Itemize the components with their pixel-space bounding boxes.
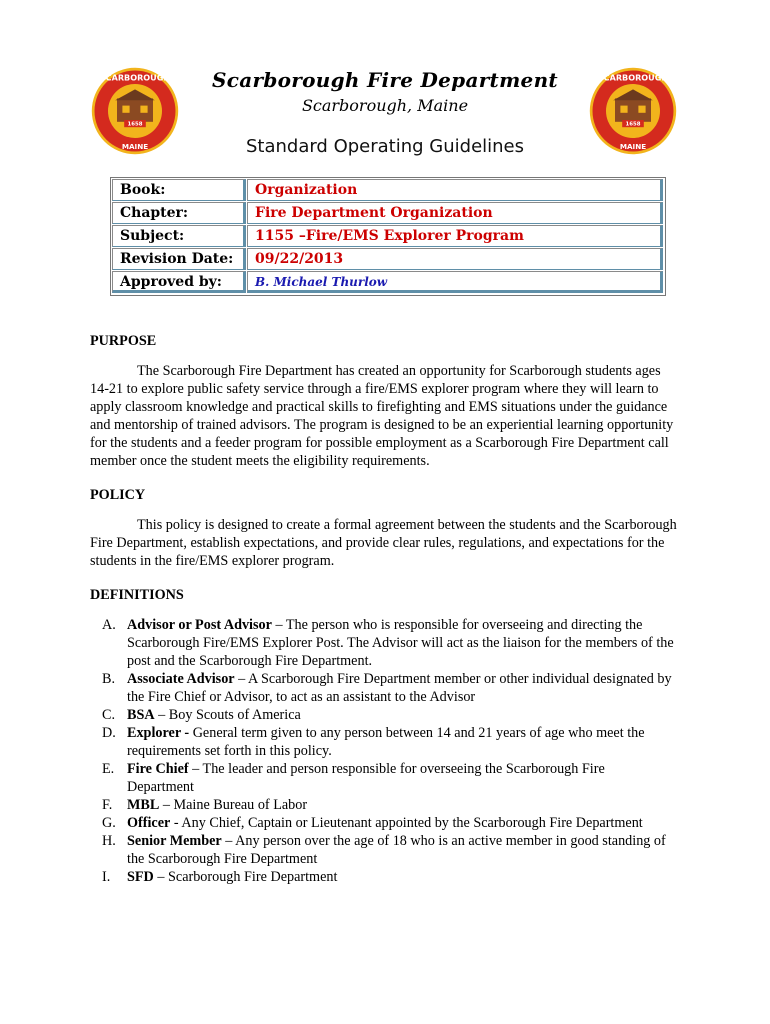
item-letter: A. bbox=[102, 617, 116, 633]
info-row-approved-by bbox=[112, 271, 664, 294]
policy-heading: POLICY bbox=[90, 487, 146, 503]
item-term: Senior Member bbox=[127, 833, 222, 849]
info-row-subject bbox=[112, 225, 664, 248]
svg-text:MAINE: MAINE bbox=[121, 141, 149, 151]
info-value: 09/22/2013 bbox=[247, 248, 663, 270]
item-letter: I. bbox=[102, 869, 111, 885]
item-term: BSA bbox=[127, 707, 155, 723]
list-item: I. SFD – Scarborough Fire Department bbox=[90, 868, 682, 886]
list-item: A. Advisor or Post Advisor – The person who is responsible for overseeing and directing the Scarborough Fire/EMS Explorer Post. The Advisor will act as the liaison for the members of the post and the Scarborough Fire Department. bbox=[90, 616, 682, 670]
purpose-text: The Scarborough Fire Department has created an opportunity for Scarborough students ages 14-21 to explore public safety service through a fire/EMS explorer program where they will learn to apply classroom knowledge and practical skills to firefighting and EMS situations under the guidance and mentorship of trained advisors. The program is designed to be an experiential learning opportunity for the students and a feeder program for possible employment as a Scarborough Fire Department call member once the student meets the eligibility requirements. bbox=[90, 363, 674, 469]
svg-text:SCARBOROUGH: SCARBOROUGH bbox=[597, 72, 669, 83]
item-text: The leader and person responsible for overseeing the Scarborough Fire Department bbox=[127, 761, 605, 795]
item-text: Scarborough Fire Department bbox=[168, 869, 338, 885]
list-item: C. BSA – Boy Scouts of America bbox=[90, 706, 682, 724]
item-term: Associate Advisor bbox=[127, 671, 235, 687]
item-term: SFD bbox=[127, 869, 154, 885]
list-item bbox=[90, 724, 682, 760]
info-row-revision-date bbox=[112, 248, 664, 271]
item-text: General term given to any person between 14 and 21 years of age who meet the requirements set forth in this policy. bbox=[127, 725, 645, 759]
item-term: Advisor or Post Advisor bbox=[127, 617, 272, 633]
item-term: MBL bbox=[127, 797, 160, 813]
list-item: H. Senior Member – Any person over the age of 18 who is an active member in good standing of the Scarborough Fire Department bbox=[90, 832, 682, 868]
item-text: A Scarborough Fire Department member or other individual designated by the Fire Chief or Advisor, to act as an assistant to the Advisor bbox=[127, 671, 672, 705]
document-type-title: Standard Operating Guidelines bbox=[245, 136, 525, 157]
document-body bbox=[90, 332, 682, 886]
item-text: Boy Scouts of America bbox=[168, 707, 301, 723]
item-text: Any Chief, Captain or Lieutenant appointed by the Scarborough Fire Department bbox=[181, 815, 643, 831]
svg-text:SCARBOROUGH: SCARBOROUGH bbox=[99, 72, 171, 83]
info-row-book bbox=[112, 179, 664, 202]
item-letter: D. bbox=[102, 725, 116, 741]
item-term: Explorer - bbox=[127, 725, 190, 741]
item-letter: B. bbox=[102, 671, 116, 687]
item-term: Officer bbox=[127, 815, 171, 831]
svg-text:MAINE: MAINE bbox=[619, 141, 647, 151]
info-value: 1155 –Fire/EMS Explorer Program bbox=[247, 225, 663, 247]
info-value-signature bbox=[247, 271, 663, 293]
department-location: Scarborough, Maine bbox=[301, 96, 469, 115]
list-item: G. Officer - Any Chief, Captain or Lieutenant appointed by the Scarborough Fire Department bbox=[90, 814, 682, 832]
item-letter: E. bbox=[102, 761, 115, 777]
info-label: Revision Date: bbox=[112, 248, 246, 270]
policy-text: This policy is designed to create a formal agreement between the students and the Scarborough Fire Department, establish expectations, and provide clear rules, regulations, and expectations for the students in the fire/EMS explorer program. bbox=[90, 517, 677, 569]
info-row-chapter bbox=[112, 202, 664, 225]
item-letter: H. bbox=[102, 833, 116, 849]
info-label: Book: bbox=[112, 179, 246, 201]
item-letter: F. bbox=[102, 797, 113, 813]
item-term: Fire Chief bbox=[127, 761, 189, 777]
purpose-heading: PURPOSE bbox=[90, 333, 157, 349]
item-text: Maine Bureau of Labor bbox=[173, 797, 308, 813]
item-text: The person who is responsible for overseeing and directing the Scarborough Fire/EMS Explorer Post. The Advisor will act as the liaison for the members of the post and the Scarborough Fire Department. bbox=[127, 617, 674, 669]
item-letter: C. bbox=[102, 707, 116, 723]
svg-text:1658: 1658 bbox=[127, 121, 143, 128]
document-info-table bbox=[110, 177, 666, 296]
list-item: F. MBL – Maine Bureau of Labor bbox=[90, 796, 682, 814]
approver-signature: B. Michael Thurlow bbox=[255, 275, 388, 289]
svg-text:1658: 1658 bbox=[625, 121, 641, 128]
info-label: Chapter: bbox=[112, 202, 246, 224]
list-item: B. Associate Advisor – A Scarborough Fire Department member or other individual designated by the Fire Chief or Advisor, to act as an assistant to the Advisor bbox=[90, 670, 682, 706]
info-label: Approved by: bbox=[112, 271, 246, 293]
info-value: Organization bbox=[247, 179, 663, 201]
list-item: E. Fire Chief – The leader and person responsible for overseeing the Scarborough Fire Department bbox=[90, 760, 682, 796]
definitions-heading: DEFINITIONS bbox=[90, 587, 184, 603]
definitions-list bbox=[90, 616, 682, 886]
info-label: Subject: bbox=[112, 225, 246, 247]
info-value: Fire Department Organization bbox=[247, 202, 663, 224]
item-letter: G. bbox=[102, 815, 116, 831]
department-title: Scarborough Fire Department bbox=[212, 68, 558, 92]
item-text: Any person over the age of 18 who is an active member in good standing of the Scarborough Fire Department bbox=[127, 833, 666, 867]
